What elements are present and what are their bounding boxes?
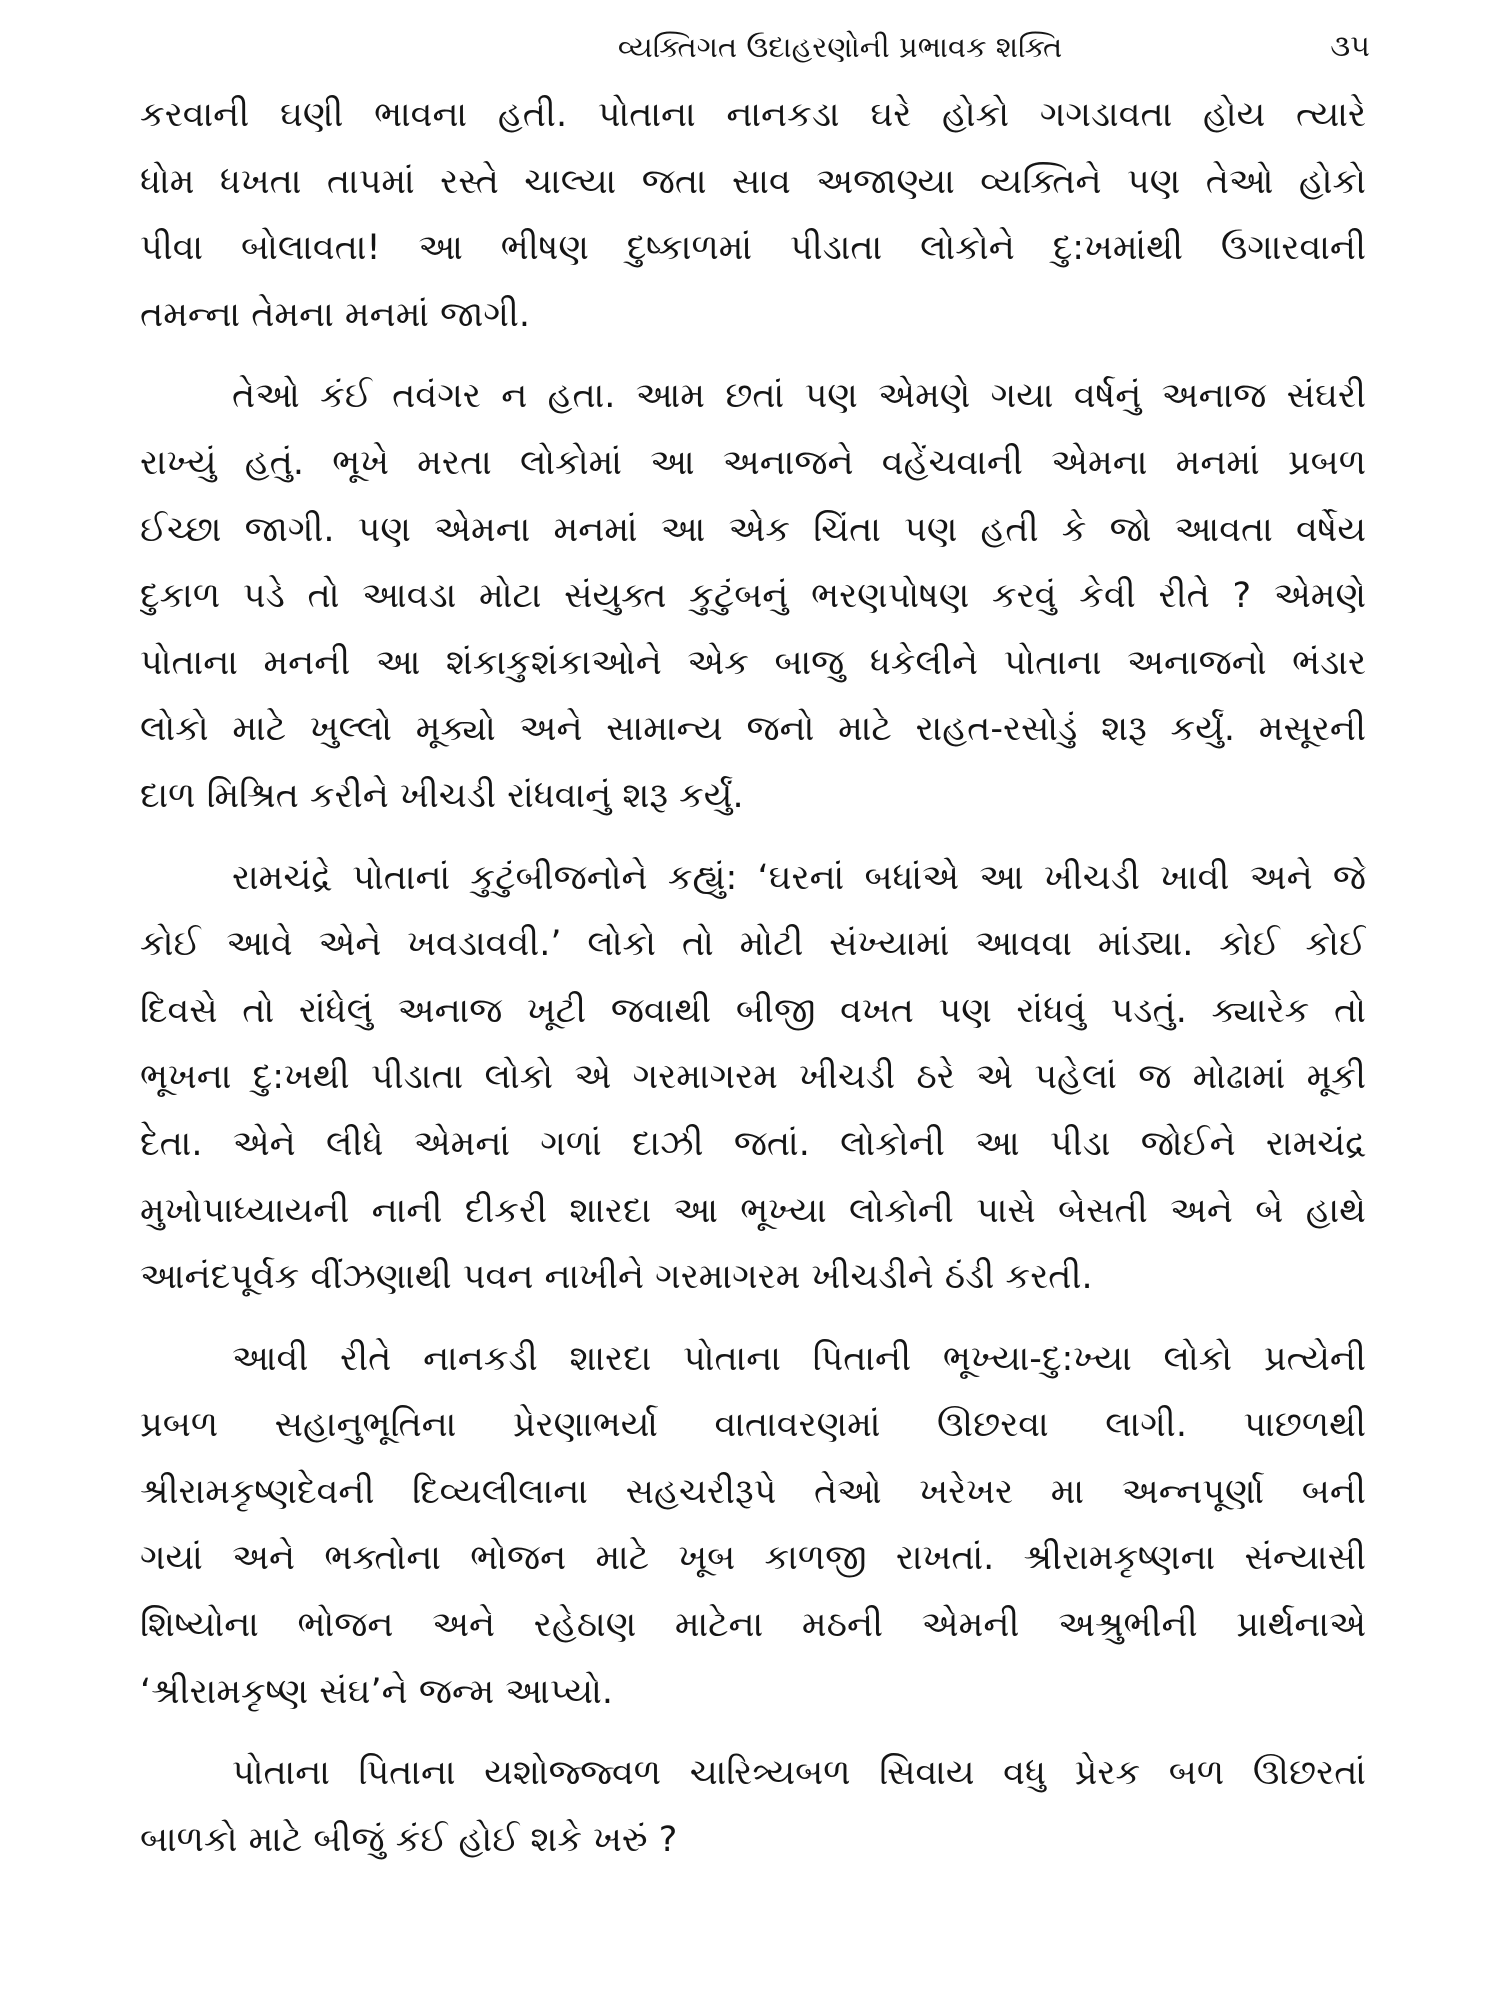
text-line: પોતાના મનની આ શંકાકુશંકાઓને એક બાજુ ધકેલીને પોતાના અનાજનો ભંડાર xyxy=(140,642,1366,683)
text-line: શ્રીરામકૃષ્ણદેવની દિવ્યલીલાના સહચરીરૂપે તેઓ ખરેખર મા અન્નપૂર્ણા બની xyxy=(140,1471,1366,1512)
running-title: વ્યક્તિગત ઉદાહરણોની પ્રભાવક શક્તિ xyxy=(617,30,1063,64)
text-line: લોકો માટે ખુલ્લો મૂક્યો અને સામાન્ય જનો માટે રાહત-રસોડું શરૂ કર્યું. મસૂરની xyxy=(140,709,1366,750)
text-line: પોતાના પિતાના યશોજ્જ્વળ ચારિત્ર્યબળ સિવાય વધુ પ્રેરક બળ ઊછરતાં xyxy=(232,1753,1366,1794)
text-line: તેઓ કંઈ તવંગર ન હતા. આમ છતાં પણ એમણે ગયા વર્ષનું અનાજ સંઘરી xyxy=(232,376,1366,417)
text-line: દુકાળ પડે તો આવડા મોટા સંયુક્ત કુટુંબનું ભરણપોષણ કરવું કેવી રીતે ? એમણે xyxy=(140,576,1366,617)
text-line: કોઈ આવે એને ખવડાવવી.’ લોકો તો મોટી સંખ્યામાં આવવા માંડ્યા. કોઈ કોઈ xyxy=(140,924,1366,965)
text-line: ભૂખના દુ:ખથી પીડાતા લોકો એ ગરમાગરમ ખીચડી ઠરે એ પહેલાં જ મોઢામાં મૂકી xyxy=(140,1057,1366,1098)
text-line: ઈચ્છા જાગી. પણ એમના મનમાં આ એક ચિંતા પણ હતી કે જો આવતા વર્ષેય xyxy=(140,509,1366,550)
text-line: ‘શ્રીરામકૃષ્ણ સંઘ’ને જન્મ આપ્યો. xyxy=(140,1671,613,1712)
text-line: પીવા બોલાવતા! આ ભીષણ દુષ્કાળમાં પીડાતા લોકોને દુ:ખમાંથી ઉગારવાની xyxy=(140,228,1366,269)
text-line: રામચંદ્રે પોતાનાં કુટુંબીજનોને કહ્યું: ‘ઘરનાં બધાંએ આ ખીચડી ખાવી અને જે xyxy=(232,857,1366,898)
text-line: કરવાની ઘણી ભાવના હતી. પોતાના નાનકડા ઘરે હોકો ગગડાવતા હોય ત્યારે xyxy=(140,95,1366,135)
text-line: ધોમ ધખતા તાપમાં રસ્તે ચાલ્યા જતા સાવ અજાણ્યા વ્યક્તિને પણ તેઓ હોકો xyxy=(140,161,1366,202)
text-line: શિષ્યોના ભોજન અને રહેઠાણ માટેના મઠની એમની અશ્રુભીની પ્રાર્થનાએ xyxy=(140,1605,1366,1646)
page-number: ૩૫ xyxy=(1330,29,1370,64)
text-line: આનંદપૂર્વક વીંઝણાથી પવન નાખીને ગરમાગરમ ખીચડીને ઠંડી કરતી. xyxy=(140,1257,1093,1298)
text-line: દિવસે તો રાંધેલું અનાજ ખૂટી જવાથી બીજી વખત પણ રાંધવું પડતું. ક્યારેક તો xyxy=(140,990,1366,1031)
paragraph-5 xyxy=(140,1740,1366,1873)
text-line: મુખોપાધ્યાયની નાની દીકરી શારદા આ ભૂખ્યા લોકોની પાસે બેસતી અને બે હાથે xyxy=(140,1190,1366,1231)
text-line: દાળ મિશ્રિત કરીને ખીચડી રાંધવાનું શરૂ કર્યું. xyxy=(140,775,744,816)
paragraph-4 xyxy=(140,1326,1366,1726)
paragraph-3 xyxy=(140,845,1366,1311)
text-line: દેતા. એને લીધે એમનાં ગળાં દાઝી જતાં. લોકોની આ પીડા જોઈને રામચંદ્ર xyxy=(140,1123,1366,1164)
text-line: આવી રીતે નાનકડી શારદા પોતાના પિતાની ભૂખ્યા-દુ:ખ્યા લોકો પ્રત્યેની xyxy=(232,1338,1366,1379)
body-text xyxy=(140,82,1366,1873)
text-line: રાખ્યું હતું. ભૂખે મરતા લોકોમાં આ અનાજને વહેંચવાની એમના મનમાં પ્રબળ xyxy=(140,442,1366,483)
text-line: બાળકો માટે બીજું કંઈ હોઈ શકે ખરું ? xyxy=(140,1819,678,1860)
paragraph-1 xyxy=(140,82,1366,348)
text-line: તમન્ના તેમના મનમાં જાગી. xyxy=(140,294,531,335)
paragraph-2 xyxy=(140,363,1366,829)
text-line: ગયાં અને ભક્તોના ભોજન માટે ખૂબ કાળજી રાખતાં. શ્રીરામકૃષ્ણના સંન્યાસી xyxy=(140,1538,1366,1579)
text-line: પ્રબળ સહાનુભૂતિના પ્રેરણાભર્યા વાતાવરણમાં ઊછરવા લાગી. પાછળથી xyxy=(140,1405,1366,1446)
